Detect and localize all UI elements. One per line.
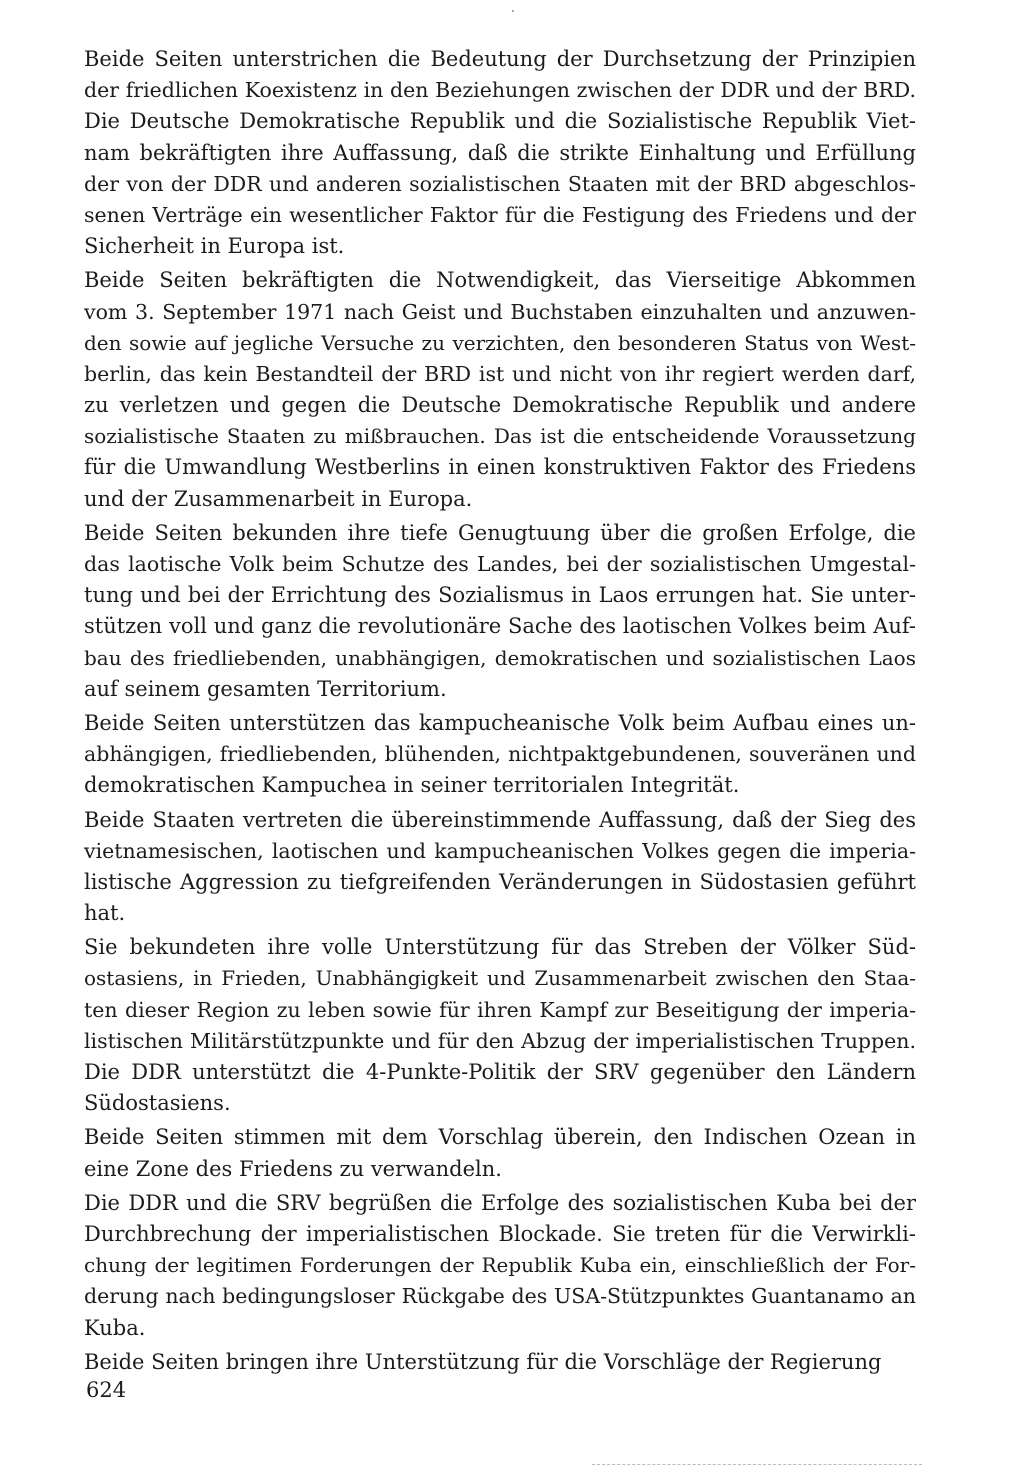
text-line: demokratischen Kampuchea in seiner territorialen Integrität. — [84, 773, 740, 798]
paragraph — [84, 1122, 916, 1184]
text-line: Beide Seiten unterstützen das kampucheanische Volk beim Aufbau eines un- — [84, 710, 916, 735]
text-line: stützen voll und ganz die revolutionäre Sache des laotischen Volkes beim Auf- — [84, 614, 916, 639]
page-number: 624 — [86, 1378, 127, 1402]
paragraph — [84, 1347, 916, 1378]
document-body — [84, 44, 916, 1381]
text-line: auf seinem gesamten Territorium. — [84, 676, 447, 701]
paragraph — [84, 708, 916, 802]
text-line: Beide Seiten stimmen mit dem Vorschlag überein, den Indischen Ozean in — [84, 1125, 916, 1150]
text-line: vietnamesischen, laotischen und kampucheanischen Volkes gegen die imperia- — [84, 838, 916, 863]
text-line: Beide Staaten vertreten die übereinstimmende Auffassung, daß der Sieg des — [84, 807, 916, 832]
text-line: und der Zusammenarbeit in Europa. — [84, 486, 473, 511]
text-line: ten dieser Region zu leben sowie für ihren Kampf zur Beseitigung der imperia- — [84, 997, 916, 1022]
text-line: hat. — [84, 901, 126, 926]
text-line: Beide Seiten unterstrichen die Bedeutung der Durchsetzung der Prinzipien — [84, 47, 916, 71]
text-line: zu verletzen und gegen die Deutsche Demokratische Republik und andere — [84, 393, 916, 418]
text-line: berlin, das kein Bestandteil der BRD ist und nicht von ihr regiert werden darf, — [84, 361, 916, 386]
text-line: vom 3. September 1971 nach Geist und Buchstaben einzuhalten und anzuwen- — [84, 299, 916, 324]
paragraph — [84, 44, 916, 262]
text-line: eine Zone des Friedens zu verwandeln. — [84, 1156, 502, 1181]
text-line: der von der DDR und anderen sozialistischen Staaten mit der BRD abgeschlos- — [84, 171, 916, 196]
paragraph — [84, 1188, 916, 1344]
text-line: Beide Seiten bekunden ihre tiefe Genugtuung über die großen Erfolge, die — [84, 520, 916, 545]
text-line: listischen Militärstützpunkte und für den Abzug der imperialistischen Truppen. — [84, 1028, 916, 1053]
text-line: abhängigen, friedliebenden, blühenden, nichtpaktgebundenen, souveränen und — [84, 742, 916, 767]
text-line: bau des friedliebenden, unabhängigen, demokratischen und sozialistischen Laos — [84, 645, 916, 670]
text-line: Südostasiens. — [84, 1091, 231, 1116]
text-line: tung und bei der Errichtung des Sozialismus in Laos errungen hat. Sie unter- — [84, 583, 916, 608]
text-line: das laotische Volk beim Schutze des Landes, bei der sozialistischen Umgestal- — [84, 552, 916, 576]
text-line: ostasiens, in Frieden, Unabhängigkeit und Zusammenarbeit zwischen den Staa- — [84, 966, 916, 991]
paragraph — [84, 518, 916, 705]
paragraph — [84, 265, 916, 515]
text-line: Die DDR unterstützt die 4-Punkte-Politik der SRV gegenüber den Ländern — [84, 1060, 916, 1084]
text-line: Beide Seiten bringen ihre Unterstützung für die Vorschläge der Regierung — [84, 1349, 882, 1374]
text-line: listische Aggression zu tiefgreifenden Veränderungen in Südostasien geführt — [84, 869, 916, 894]
text-line: den sowie auf jegliche Versuche zu verzichten, den besonderen Status von West- — [84, 330, 916, 355]
text-line: senen Verträge ein wesentlicher Faktor für die Festigung des Friedens und der — [84, 202, 916, 227]
paragraph — [84, 932, 916, 1119]
text-line: Die Deutsche Demokratische Republik und die Sozialistische Republik Viet- — [84, 109, 916, 134]
scan-artifact — [592, 1464, 922, 1467]
text-line: Beide Seiten bekräftigten die Notwendigkeit, das Vierseitige Abkommen — [84, 268, 916, 293]
text-line: sozialistische Staaten zu mißbrauchen. Das ist die entscheidende Voraussetzung — [84, 424, 916, 449]
text-line: chung der legitimen Forderungen der Republik Kuba ein, einschließlich der For- — [84, 1253, 916, 1278]
text-line: Die DDR und die SRV begrüßen die Erfolge des sozialistischen Kuba bei der — [84, 1190, 916, 1215]
paragraph — [84, 805, 916, 930]
text-line: derung nach bedingungsloser Rückgabe des USA-Stützpunktes Guantanamo an — [84, 1284, 916, 1309]
text-line: Durchbrechung der imperialistischen Blockade. Sie treten für die Verwirkli- — [84, 1221, 916, 1246]
text-line: der friedlichen Koexistenz in den Beziehungen zwischen der DDR und der BRD. — [84, 78, 916, 103]
text-line: Sie bekundeten ihre volle Unterstützung für das Streben der Völker Süd- — [84, 935, 916, 960]
text-line: Sicherheit in Europa ist. — [84, 234, 345, 259]
scan-dot — [512, 10, 514, 12]
text-line: Kuba. — [84, 1315, 146, 1340]
text-line: für die Umwandlung Westberlins in einen konstruktiven Faktor des Friedens — [84, 455, 916, 480]
text-line: nam bekräftigten ihre Auffassung, daß die strikte Einhaltung und Erfüllung — [84, 140, 916, 165]
